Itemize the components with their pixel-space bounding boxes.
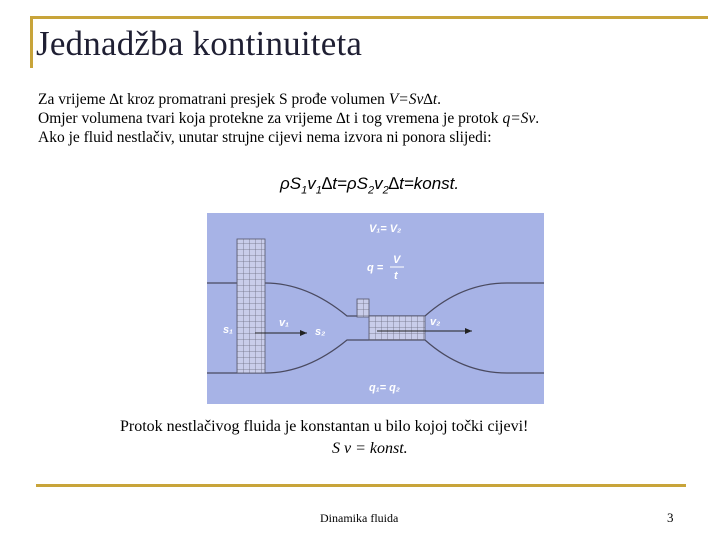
formula-part: ∆t=ρS (321, 174, 368, 193)
volume-block-middle (369, 316, 425, 340)
page-number: 3 (667, 510, 674, 525)
volume-equality-label: V₁= V₂ (369, 223, 402, 235)
velocity-1-label: v₁ (279, 317, 289, 329)
line2-text: Omjer volumena tvari koja protekne za vrijeme ∆t i tog vremena je protok (38, 110, 503, 127)
cross-section-2-label: s₂ (315, 326, 326, 338)
title-frame-top-line (30, 16, 708, 19)
paragraph-line-1 (38, 90, 539, 109)
footer-divider (36, 484, 686, 487)
formula-sub: 1 (301, 184, 308, 197)
continuity-formula (280, 174, 459, 196)
volume-column-left (237, 239, 265, 373)
cross-section-1-label: s₁ (223, 324, 233, 336)
formula-sub: 2 (382, 184, 389, 197)
formula-sub: 2 (367, 184, 375, 197)
line1-text: Za vrijeme ∆t kroz promatrani presjek S prođe volumen (38, 91, 389, 108)
formula-part: ρS (280, 174, 302, 193)
formula-part: ∆t=konst. (388, 174, 460, 193)
line2-formula: q=Sv (502, 110, 536, 127)
slide-title: Jednadžba kontinuiteta (36, 24, 363, 63)
title-frame-left-line (30, 16, 33, 68)
formula-part: v (307, 174, 316, 193)
line2-end: . (535, 110, 540, 127)
volume-column-middle-top (357, 299, 369, 317)
flow-equality-label: q₁= q₂ (369, 382, 400, 394)
paragraph-line-2 (38, 109, 539, 128)
flow-rate-label: q = (367, 262, 384, 274)
footer-title: Dinamika fluida (320, 511, 399, 525)
velocity-2-label: v₂ (430, 316, 441, 328)
paragraph-line-3: Ako je fluid nestlačiv, unutar strujne cijevi nema izvora ni ponora slijedi: (38, 129, 492, 146)
line1-formula: V=Sv∆t (388, 91, 438, 108)
pipe-flow-figure (207, 213, 544, 404)
formula-part: v (374, 174, 383, 193)
flow-rate-numerator: V (393, 254, 401, 266)
line1-end: . (437, 91, 442, 108)
formula-sub: 1 (315, 184, 322, 197)
figure-caption: Protok nestlačivog fluida je konstantan u bilo kojoj točki cijevi! (120, 418, 529, 435)
body-paragraph (38, 90, 539, 147)
flow-rate-denominator: t (394, 270, 398, 282)
caption-formula: S v = konst. (332, 440, 408, 457)
